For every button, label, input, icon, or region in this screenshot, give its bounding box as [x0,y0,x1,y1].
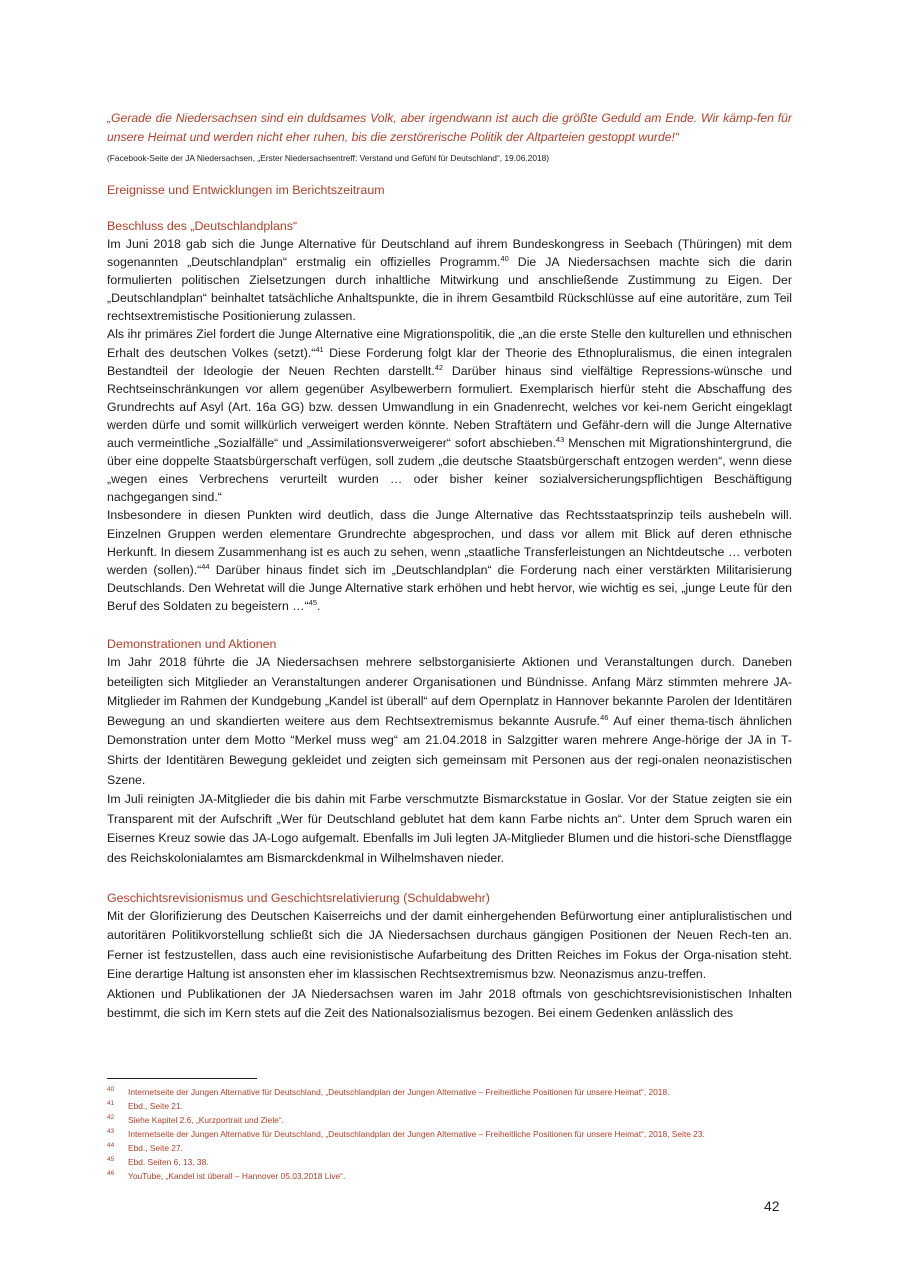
footnote-ref-41[interactable]: 41 [315,344,324,354]
footnote-item: 40 Internetseite der Jungen Alternative für Deutschland, „Deutschlandplan der Jungen Alternative – Freiheitliche Positionen für unsere Heimat“, 2018. [107,1086,670,1097]
paragraph-demonstrationen-2: Im Juli reinigten JA-Mitglieder die bis dahin mit Farbe verschmutzte Bismarckstatue in Goslar. Vor der Statue zeigten sie ein Transparent mit der Aufschrift „Wer für Deutschland geblutet hat dem kann Farbe nichts an“. Unter dem Spruch waren ein Eisernes Kreuz sowie das JA-Logo aufgemalt. Ebenfalls im Juli legten JA-Mitglieder Blumen und die histori-sche Dienstflagge des Reichskolonialamtes am Bismarckdenkmal in Wilhelmshaven nieder. [107,792,792,865]
paragraph-deutschlandplan-1: Im Juni 2018 gab sich die Junge Alternative für Deutschland auf ihrem Bundeskongress in Seebach (Thüringen) mit dem sogenannten „Deutschlandplan“ erstmalig ein offizielles Programm.$^{40}$ Die JA Niedersachsen machte sich die darin formulierten politischen Zielsetzungen durch inhaltliche Mitwirkung und anschließende Zustimmung zu Eigen. Der „Deutschlandplan“ beinhaltet tatsächliche Anhaltspunkte, die in ihrem Gesamtbild Rückschlüsse auf eine autoritäre, zum Teil rechtsextremistische Positionierung zulassen. [107,237,792,324]
page-body [107,109,792,1024]
footnote-divider [107,1078,257,1079]
heading-demonstrationen: Demonstrationen und Aktionen [107,636,277,651]
footnote-item: 42 Siehe Kapitel 2.6, „Kurzportrait und Ziele“. [107,1114,284,1125]
intro-quote: „Gerade die Niedersachsen sind ein duldsames Volk, aber irgendwann ist auch die größte Geduld am Ende. Wir kämp-fen für unsere Heimat und werden nicht eher ruhen, bis die zerstörerische Politik der Altparteien gestoppt wurde!“ [107,111,792,144]
footnote-ref-43[interactable]: 43 [555,435,565,445]
section-title: Ereignisse und Entwicklungen im Berichtszeitraum [107,183,385,197]
footnote-ref-42[interactable]: 42 [434,362,444,372]
quote-source: (Facebook-Seite der JA Niedersachsen, „Erster Niedersachsentreff: Verstand und Gefühl für Deutschland“, 19.06.2018) [107,153,550,163]
footnote-ref-45[interactable]: 45 [308,597,317,607]
paragraph-geschichtsrevisionismus-1: Mit der Glorifizierung des Deutschen Kaiserreichs und der damit einhergehenden Befürwortung einer antipluralistischen und autoritären Politikvorstellung schließt sich die JA Niedersachsen durchaus gängigen Positionen der Neuen Rech-ten an. Ferner ist festzustellen, dass auch eine revisionistische Aufarbeitung des Dritten Reiches im Fokus der Orga-nisation steht. Eine derartige Haltung ist ansonsten eher im klassischen Rechtsextremismus bzw. Neonazismus anzu-treffen. [107,908,792,982]
footnote-item: 45 Ebd. Seiten 6, 13, 38. [107,1156,209,1167]
footnote-item: 46 YouTube, „Kandel ist überall – Hannover 05.03.2018 Live“. [107,1170,346,1181]
paragraph-demonstrationen-1: Im Jahr 2018 führte die JA Niedersachsen mehrere selbstorganisierte Aktionen und Veranstaltungen durch. Daneben beteiligten sich Mitglieder an Veranstaltungen anderer Organisationen und Bündnisse. Anfang März stimmten mehrere JA-Mitglieder im Rahmen der Kundgebung „Kandel ist überall“ auf dem Opernplatz in Hannover bekannte Parolen der Identitären Bewegung an und skandierten weitere aus dem Rechtsextremismus bekannte Ausrufe.$^{46}$ Auf einer thema-tisch ähnlichen Demonstration unter dem Motto “Merkel muss weg“ am 21.04.2018 in Salzgitter waren mehrere Ange-hörige der JA in T-Shirts der Identitären Bewegung gekleidet und zeigten sich gemeinsam mit Personen aus der regi-onalen neonazistischen Szene. [107,654,792,787]
footnote-item: 41 Ebd., Seite 21. [107,1100,183,1111]
heading-geschichtsrevisionismus: Geschichtsrevisionismus und Geschichtsrelativierung (Schuldabwehr) [107,890,490,905]
footnote-ref-44[interactable]: 44 [201,561,210,571]
paragraph-geschichtsrevisionismus-2: Aktionen und Publikationen der JA Niedersachsen waren im Jahr 2018 oftmals von geschichtsrevisionistischen Inhalten bestimmt, die sich im Kern stets auf die Zeit des Nationalsozialismus bezogen. Bei einem Gedenken anlässlich des [107,986,792,1021]
footnote-ref-46[interactable]: 46 [600,712,609,722]
page-number: 42 [764,1198,780,1214]
paragraph-deutschlandplan-2: Als ihr primäres Ziel fordert die Junge Alternative eine Migrationspolitik, die „an die erste Stelle den kulturellen und ethnischen Erhalt des deutschen Volkes (setzt).“$^{41}$ Diese Forderung folgt klar der Theorie des Ethnopluralismus, die einen integralen Bestandteil der Ideologie der Neuen Rechten darstellt.$^{42}$ Darüber hinaus sind vielfältige Repressions-wünsche und Rechtseinschränkungen vor allem gegenüber Asylbewerbern formuliert. Exemplarisch hierfür steht die Abschaffung des Grundrechts auf Asyl (Art. 16a GG) bzw. dessen Umwandlung in ein Gnadenrecht, welches vor kei-nem Gericht eingeklagt werden dürfe und somit willkürlich verweigert werden könnte. Neben Straftätern und Gefähr-dern will die Junge Alternative auch vermeintliche „Sozialfälle“ und „Assimilationsverweigerer“ sofort abschieben.$^{43}$ Menschen mit Migrationshintergrund, die über eine doppelte Staatsbürgerschaft verfügen, soll zudem „die deutsche Staatsbürgerschaft entzogen werden“, wenn diese „wegen eines Verbrechens verurteilt wurden … oder bisher keiner sozialversicherungspflichtigen Beschäftigung nachgegangen sind.“ [107,327,793,505]
heading-deutschlandplan: Beschluss des „Deutschlandplans“ [107,219,298,233]
footnote-ref-40[interactable]: 40 [500,254,509,264]
paragraph-deutschlandplan-3: Insbesondere in diesen Punkten wird deutlich, dass die Junge Alternative das Rechtsstaatsprinzip teils aushebeln will. Einzelnen Gruppen werden elementare Grundrechte abgesprochen, und dass vor allem mit Blick auf deren ethnische Herkunft. In diesem Zusammenhang ist es auch zu sehen, wenn „staatliche Transferleistungen an Nichtdeutsche … verboten werden (sollen).“$^{44}$ Darüber hinaus findet sich im „Deutschlandplan“ die Forderung nach einer verstärkten Militarisierung Deutschlands. Den Wehretat will die Junge Alternative stark erhöhen und hebt hervor, wie wichtig es sei, „junge Leute für den Beruf des Soldaten zu begeistern …“$^{45}$. [107,508,792,613]
footnote-item: 44 Ebd., Seite 27. [107,1142,183,1153]
footnote-item: 43 Internetseite der Jungen Alternative für Deutschland, „Deutschlandplan der Jungen Alternative – Freiheitliche Positionen für unsere Heimat“, 2018, Seite 23. [107,1128,705,1139]
footnotes [107,1085,807,1183]
